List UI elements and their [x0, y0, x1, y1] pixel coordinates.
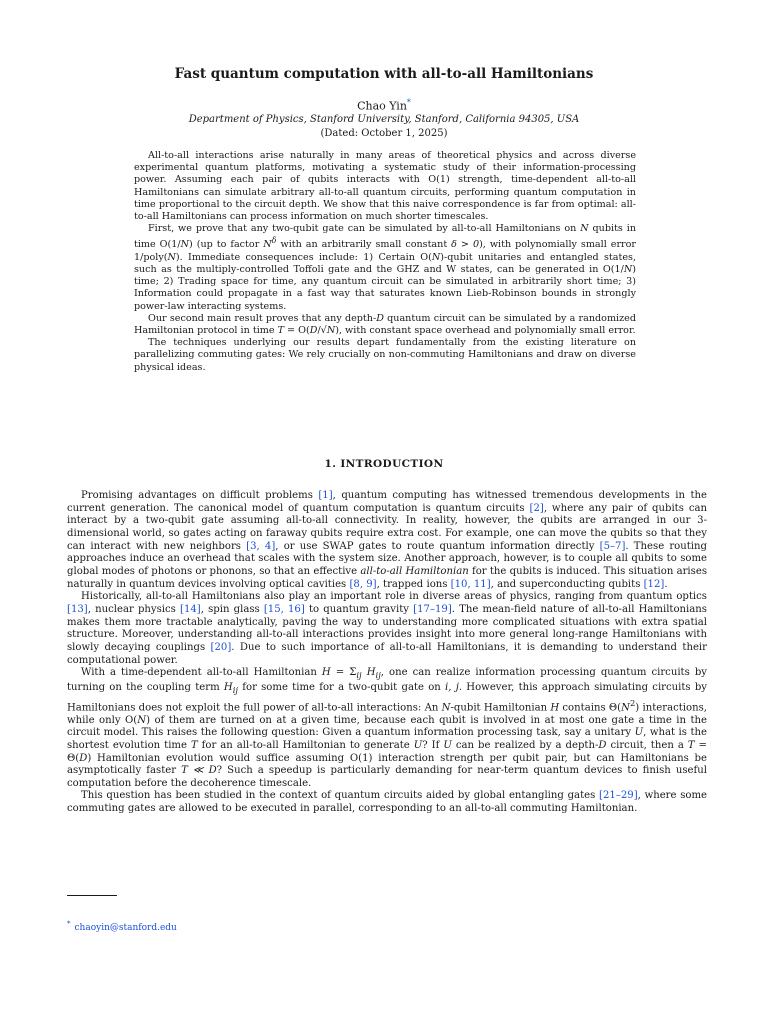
date-line: (Dated: October 1, 2025): [320, 128, 448, 139]
author-footnote-mark[interactable]: *: [406, 98, 411, 107]
body-paragraph: Historically, all-to-all Hamiltonians also play an important role in diverse areas of physics, ranging from quantum optics [13], nuclear physics [14], spin glass [15, 16] to quantum gravity [17–19]. The mean-field nature of all-to-all Hamiltonians makes them more tractable analytically, paving the way to understanding more complicated situations with extra spatial structure. Moreover, understanding all-to-all interactions provides insight into more general long-range Hamiltonians with slowly decaying couplings [20]. Due to such importance of all-to-all Hamiltonians, it is demanding to understand their computational power.: [67, 591, 707, 666]
body-paragraph: Promising advantages on difficult problems [1], quantum computing has witnessed tremendous developments in the current generation. The canonical model of quantum computation is quantum circuits [2], where any pair of qubits can interact by a two-qubit gate assuming all-to-all connectivity. In reality, however, the qubits are arranged in our 3-dimensional world, so gates acting on faraway qubits require extra cost. For example, one can move the qubits so that they can interact with new neighbors [3, 4], or use SWAP gates to route quantum information directly [5–7]. These routing approaches induce an overhead that scales with the system size. Another approach, however, is to couple all qubits to some global modes of photons or phonons, so that an effective all-to-all Hamiltonian for the qubits is induced. This situation arises naturally in quantum devices involving optical cavities [8, 9], trapped ions [10, 11], and superconducting qubits [12].: [67, 490, 708, 590]
citation-link[interactable]: [13]: [67, 603, 88, 615]
citation-link[interactable]: [2]: [529, 502, 544, 514]
citation-link[interactable]: [12]: [643, 578, 665, 590]
citation-link[interactable]: [5–7]: [599, 540, 626, 552]
abstract-paragraph: First, we prove that any two-qubit gate can be simulated by all-to-all Hamiltonians on N qubits in time O(1/N) (up to factor $N^\delta$ with an arbitrarily small constant δ > 0), with polynomially small error 1/poly(N). Immediate consequences include: 1) Certain O(N)-qubit unitaries and entangled states, such as the multiply-controlled Toffoli gate and the GHZ and W states, can be generated in O(1/N) time; 2) Trading space for time, any quantum circuit can be simulated in arbitrarily short time; 3) Information could propagate in a fast way that saturates known Lieb-Robinson bounds in strongly power-law interacting systems.: [134, 223, 637, 312]
citation-link[interactable]: [10, 11]: [450, 578, 491, 590]
citation-link[interactable]: [14]: [180, 603, 201, 615]
citation-link[interactable]: [21–29]: [599, 790, 638, 802]
footnote-mark: *: [67, 920, 71, 928]
abstract-paragraph: Our second main result proves that any depth-D quantum circuit can be simulated by a randomized Hamiltonian protocol in time T = O(D/√N), with constant space overhead and polynomially small error.: [134, 312, 636, 337]
author-email-link[interactable]: chaoyin@stanford.edu: [74, 923, 177, 933]
affiliation: Department of Physics, Stanford University, Stanford, California 94305, USA: [188, 114, 580, 125]
section-heading: 1. INTRODUCTION: [324, 458, 444, 470]
paper-title: Fast quantum computation with all-to-all Hamiltonians: [174, 66, 594, 82]
abstract-paragraph: The techniques underlying our results depart fundamentally from the existing literature on parallelizing commuting gates: We rely crucially on non-commuting Hamiltonians and draw on diverse physical ideas.: [134, 337, 636, 373]
citation-link[interactable]: [1]: [318, 490, 333, 501]
author-name: Chao Yin: [357, 99, 407, 113]
citation-link[interactable]: [20]: [210, 641, 232, 653]
footnote-divider: [67, 895, 117, 896]
citation-link[interactable]: [8, 9]: [349, 578, 377, 590]
citation-link[interactable]: [3, 4]: [246, 540, 276, 552]
footnote: [67, 920, 177, 933]
citation-link[interactable]: [15, 16]: [263, 603, 305, 615]
abstract-paragraph: All-to-all interactions arise naturally in many areas of theoretical physics and across diverse experimental quantum platforms, motivating a systematic study of their information-processing power. Assuming each pair of qubits interacts with O(1) strength, time-dependent all-to-all Hamiltonians can simulate arbitrary all-to-all quantum circuits, performing quantum computation in time proportional to the circuit depth. We show that this naive correspondence is far from optimal: all-to-all Hamiltonians can process information on much shorter timescales.: [134, 150, 636, 223]
author-line: [0, 98, 768, 113]
abstract: [134, 150, 636, 374]
body-paragraph: With a time-dependent all-to-all Hamiltonian $H = \Sigma_{ij}$ $H_{ij}$, one can realize information processing quantum circuits by turning on the coupling term $H_{ij}$ for some time for a two-qubit gate on i, j. However, this approach simulating circuits by Hamiltonians does not exploit the full power of all-to-all interactions: An N-qubit Hamiltonian H contains $\Theta(N^2)$ interactions, while only O(N) of them are turned on at a given time, because each qubit is involved in at most one gate a time in the circuit model. This raises the following question: Given a quantum information processing task, say a unitary U, what is the shortest evolution time T for an all-to-all Hamiltonian to generate U? If U can be realized by a depth-D circuit, then a T = Θ(D) Hamiltonian evolution would suffice assuming O(1) interaction strength per qubit pair, but can Hamiltonians be asymptotically faster T ≪ D? Such a speedup is particularly demanding for near-term quantum devices to finish useful computation before the decoherence timescale.: [67, 667, 708, 789]
citation-link[interactable]: [17–19]: [413, 603, 452, 615]
body-paragraph: This question has been studied in the context of quantum circuits aided by global entangling gates [21–29], where some commuting gates are allowed to be executed in parallel, corresponding to an all-to-all commuting Hamiltonian.: [67, 790, 708, 815]
body-text: [67, 490, 707, 816]
